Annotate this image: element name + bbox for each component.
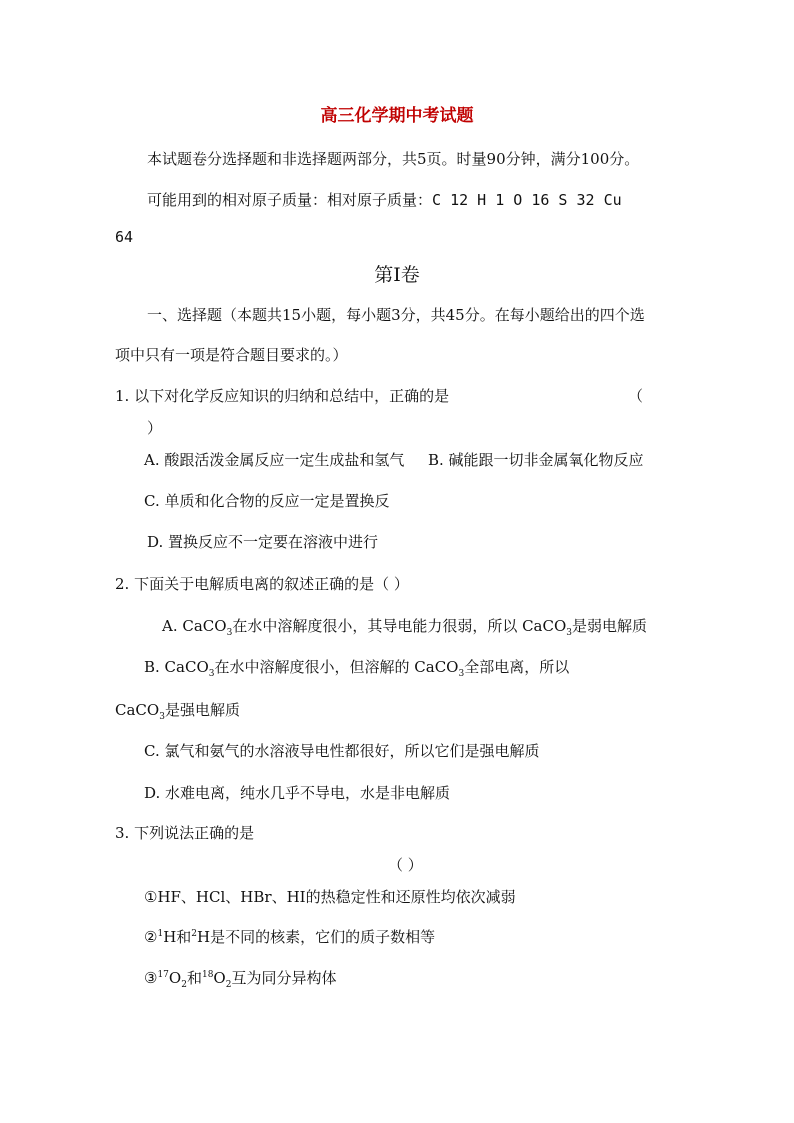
q3-item-1: ①HF、HCl、HBr、HI的热稳定性和还原性均依次减弱	[144, 888, 516, 906]
q2-option-b: B. CaCO$_3$在水中溶解度很小，但溶解的 CaCO$_3$全部电离，所以	[144, 658, 570, 679]
q2-stem: 2. 下面关于电解质电离的叙述正确的是（ ）	[115, 575, 409, 593]
intro-line-2-cont: 64	[115, 228, 134, 246]
q2-option-d: D. 水难电离，纯水几乎不导电，水是非电解质	[144, 784, 451, 802]
q1-option-d: D. 置换反应不一定要在溶液中进行	[147, 533, 379, 551]
q3-paren: （ ）	[388, 856, 423, 874]
section-title: 第Ⅰ卷	[374, 264, 420, 286]
q1-paren-open: （	[628, 387, 644, 405]
q2-option-a: A. CaCO$_3$在水中溶解度很小，其导电能力很弱，所以 CaCO$_3$是弱电解质	[162, 617, 648, 638]
q2-option-c: C. 氯气和氨气的水溶液导电性都很好，所以它们是强电解质	[144, 742, 540, 760]
intro-line-2: 可能用到的相对原子质量：相对原子质量：C 12 H 1 O 16 S 32 Cu	[147, 191, 622, 209]
intro-line-1: 本试题卷分选择题和非选择题两部分，共5页。时量90分钟，满分100分。	[147, 150, 640, 168]
q3-item-3: $③^{17}O_2$和$^{18}O_2$互为同分异构体	[144, 969, 337, 990]
q1-paren-close: ）	[147, 419, 163, 437]
part1-instructions-2: 项中只有一项是符合题目要求的。）	[115, 346, 348, 364]
q3-stem: 3. 下列说法正确的是	[115, 824, 255, 842]
q1-option-b: B. 碱能跟一切非金属氧化物反应	[428, 451, 644, 469]
part1-instructions-1: 一、选择题（本题共15小题，每小题3分，共45分。在每小题给出的四个选	[147, 306, 645, 324]
page-title: 高三化学期中考试题	[320, 106, 474, 126]
q2-option-b-cont: CaCO$_3$是强电解质	[115, 701, 240, 722]
q3-item-2: ②$^1$H和$^2$H是不同的核素，它们的质子数相等	[144, 928, 436, 946]
q1-option-a: A. 酸跟活泼金属反应一定生成盐和氢气	[144, 451, 405, 469]
q1-stem: 1. 以下对化学反应知识的归纳和总结中，正确的是	[115, 387, 450, 405]
q1-option-c: C. 单质和化合物的反应一定是置换反	[144, 492, 390, 510]
